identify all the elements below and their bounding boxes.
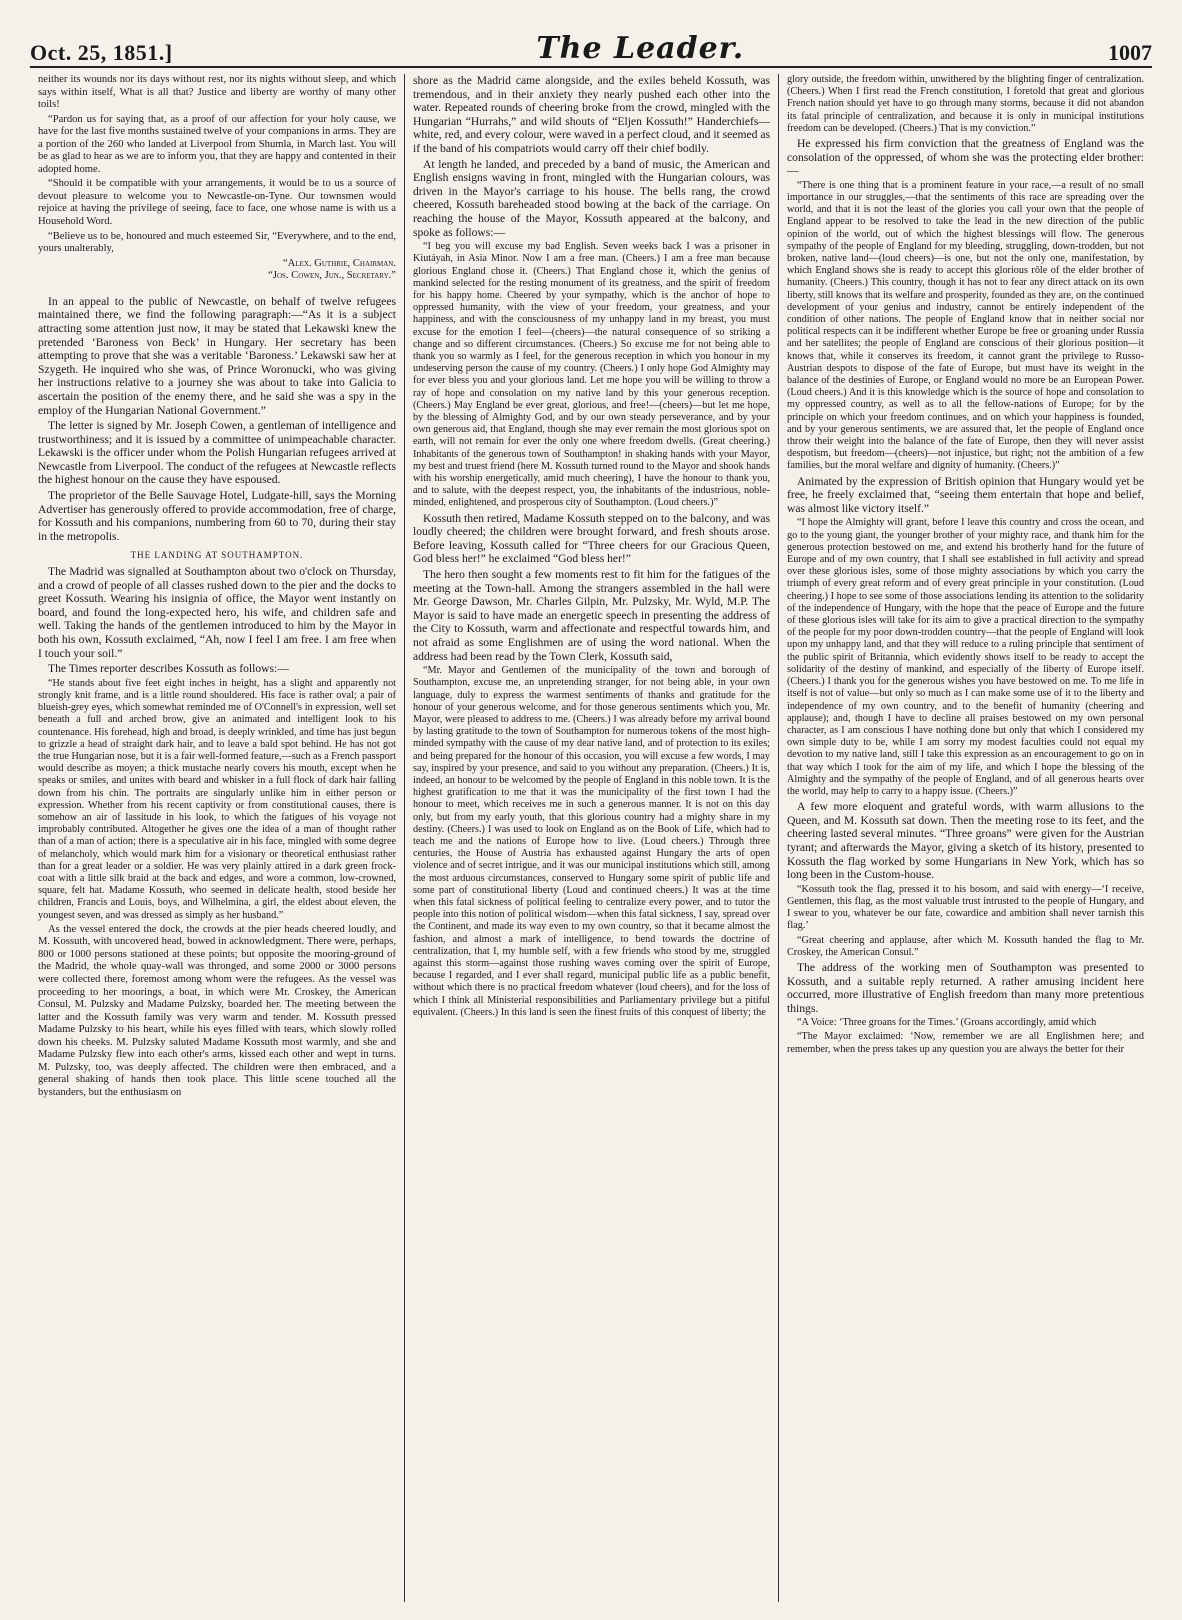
paragraph: “He stands about five feet eight inches in height, has a slight and apparently not strongly knit frame, and is a little round shouldered. His face is rather oval; a pair of blueish-grey eyes, which somewhat reminded me of O'Connell's in expression, well set beneath a full and arched brow, give an animated and intelligent look to his countenance. His forehead, high and broad, is deeply wrinkled, and time has just begun to grizzle a head of straight dark hair, and to leave a bald spot behind. He has not got the true Hungarian nose, but it is a fair well-formed feature,—such as a French passport would describe as moyen; a thick mustache nearly covers his mouth, except when he speaks or smiles, and unites with beard and whisker in a full flock of dark hair falling down from his chin. The portraits are singularly unlike him in either person or expression. Whether from his recent captivity or from constitutional causes, there is somehow an air of lassitude in his look, to which the fatigues of his voyage not improbably contributed. Altogether he gives one the idea of a man of thought rather than of a man of action; there is a speculative air in his face, mingled with some degree of melancholy, which would mark him for a visionary or theoretical enthusiast rather than for a great leader or a soldier. He was very plainly attired in a dark green frock-coat with a little silk braid at the back and edges, and wore a common, low-crowned, square, felt hat. Madame Kossuth, who seemed in delicate health, stood beside her children, Francis and Louis, boys, and Wilhelmina, a girl, the eldest about eleven, the youngest seven, and was dressed as simply as her husband.” — [38, 677, 396, 921]
newspaper-title: The Leader. — [536, 31, 745, 66]
paragraph: The address of the working men of Southampton was presented to Kossuth, and a suitable reply returned. A rather amusing incident here occurred, more illustrative of English freedom than many more pretentious things. — [787, 960, 1144, 1015]
issue-date: Oct. 25, 1851.] — [30, 40, 173, 65]
column-middle — [404, 74, 778, 1602]
paragraph: “A Voice: ‘Three groans for the Times.’ (Groans accordingly, amid which — [797, 1017, 1097, 1029]
paragraph: He expressed his firm conviction that the greatness of England was the consolation of the oppressed, of whom she was the protecting elder brother:— — [787, 137, 1144, 178]
masthead — [30, 26, 1152, 68]
paragraph: “There is one thing that is a prominent feature in your race,—a result of no small importance in our struggles,—that the sentiments of this race are spreading over the world, and that it is not the least of the glories you call your own that the people of England appear to be resolved to take the lead in the new direction of the public opinion of the world, out of which the highest blessings will flow. The generous sympathy of the people of England for my bleeding, struggling, down-trodden, but not broken, native land—(loud cheers)—is one, but not the only one, manifestation, by which England shows she is ready to accept this glorious rôle of the elder brother of humanity. (Cheers.) This country, though it has not to fear any direct attack on its own liberty, still knows that its welfare and prosperity, founded as they are, on the continued development of your genius and industry, cannot be entirely independent of the condition of other nations. The people of England know that in neither social nor political respects can it be indifferent whether Europe be free or groaning under Russia and her satellites; the people of England are conscious of their glorious position—it knows that, while it conserves its freedom, it cannot grant the privilege to Russo-Austrian despots to dispose of the fate of Europe, but must have its weight in the balance of the destinies of Europe, or England would no more be an European Power. (Loud cheers.) And it is this knowledge which is the source of hope and consolation to my oppressed country, as well as to all the fellow-nations of Europe; for by the principle on which your freedom continues, and on which your happiness is founded, and by your generous sentiments, we are assured that, let the people of England once throw their weight into the balance of the fate of Europe, then they will never assist despotism, but freedom—(cheers)—not injustice, but right; not the ambition of a few families, but the moral welfare and dignity of humanity. (Cheers.)” — [787, 179, 1144, 472]
paragraph: shore as the Madrid came alongside, and the exiles beheld Kossuth, was tremendous, and in their anxiety they nearly pushed each other into the water. Repeated rounds of cheering broke from the crowd, mingled with the Hungarian “Hurrahs,” and wild shouts of “Eljen Kossuth!” Handerchiefs—white, red, and every colour, were waved in a perfect cloud, and it seemed as if the band of his compatriots would carry off their chief bodily. — [413, 74, 770, 155]
paragraph: glory outside, the freedom within, unwithered by the blighting finger of centralization. (Cheers.) When I first read the French constitution, I foretold that great and glorious French nation should yet have to go through many storms, because it did not abandon its fatal principle of centralization, and because it is only in municipal institutions freedom can be developed. (Cheers.) That is my conviction.” — [787, 74, 1144, 134]
paragraph: “Great cheering and applause, after which M. Kossuth handed the flag to Mr. Croskey, the American Consul.” — [787, 934, 1144, 958]
paragraph: “The Mayor exclaimed: ‘Now, remember we are all Englishmen here; and remember, when the press takes up any question you are always the better for their — [787, 1031, 1144, 1055]
signature-chairman: “Alex. Guthrie, Chairman. — [282, 257, 396, 269]
paragraph: The letter is signed by Mr. Joseph Cowen, a gentleman of intelligence and trustworthiness; and it is issued by a committee of unimpeachable character. Lekawski is the officer under whom the Polish Hungarian refugees arrived at Newcastle from Liverpool. The conduct of the refugees at Newcastle reflects the highest honour on the cause they have espoused. — [38, 419, 396, 487]
paragraph: At length he landed, and preceded by a band of music, the American and English ensigns waving in front, mingled with the Hungarian colours, was driven in the Mayor's carriage to his house. The bells rang, the crowd cheered, Kossuth bareheaded stood bowing at the back of the carriage. On reaching the house of the Mayor, Kossuth appeared at the balcony, and spoke as follows:— — [413, 157, 770, 239]
section-subheading: THE LANDING AT SOUTHAMPTON. — [130, 550, 304, 561]
paragraph: “Mr. Mayor and Gentlemen of the municipality of the town and borough of Southampton, excuse me, an unpretending stranger, for not being able, in your own language, duly to express the warmest sentiments of thanks and gratitude for the honour of your generous welcome, and for those generous sentiments which you, Mr. Mayor, were pleased to address to me. (Cheers.) I was already before my arrival bound by lasting gratitude to the town of Southampton for numerous tokens of the most high-minded sympathy with the cause of my dear native land, and of protection to its exiles; and being prepared for the honour of this occasion, you will excuse a few words, I may say, inspired by your presence, and said to you without any preparation. (Cheers.) It is, indeed, an honour to be welcomed by the people of England in this noble town. It is the highest gratification to me that it was the municipality of the first town I had the honour to meet, which receives me in such a generous manner. It is not on this day only, but from my early youth, that this glorious country had a mighty share in my destiny. (Cheers.) I was used to look on England as on the Book of Life, which had to teach me and the nations of Europe how to live. (Loud cheers.) Through three centuries, the House of Austria has exhausted against Hungary the arts of open violence and of secret intrigue, and it was our municipal institutions which still, among the most arduous circumstances, conserved to Hungary some spirit of public life and some part of constitutional liberty (Loud and continued cheers.) It was at the time when this fatal sickness of political feeling to centralize every power, and to tutor the people into this notion of political wisdom—when this fatal sickness, I say, spread over the Continent, and made its way even to my own country, so that it became almost the fashion, and almost a mark of intelligence, to bend towards the doctrine of centralization, that I, my humble self, with a few friends who stood by me, struggled against this storm—against those rushing waves coming over the spirit of Europe, because I regarded, and I ever shall regard, municipal public life as a public benefit, without which there is no practical freedom whatever (loud cheers), and for the loss of which I think all Ministerial responsibilities and Parliamentary privilege but a pitiful equivalent. (Cheers.) In this land is seen the finest fruits of this conquest of liberty; the — [413, 665, 770, 1018]
page-number: 1007 — [1107, 40, 1152, 65]
paragraph: Animated by the expression of British opinion that Hungary would yet be free, he freely exclaimed that, “seeing them entertain that hope and belief, was almost like victory itself.” — [787, 474, 1144, 515]
article-columns — [30, 74, 1152, 1602]
paragraph: A few more eloquent and grateful words, with warm allusions to the Queen, and M. Kossuth sat down. Then the meeting rose to its feet, and the cheering lasted several minutes. “Three groans” were given for the Austrian tyrant; and afterwards the Mayor, giving a sketch of its history, presented to Kossuth the flag worked by some Hungarians in New York, which has so long been in the Custom-house. — [787, 800, 1144, 882]
paragraph: neither its wounds nor its days without rest, nor its nights without sleep, and which says within itself, What is all that? Justice and liberty are worthy of many other toils! — [38, 74, 396, 111]
signature-secretary: “Jos. Cowen, Jun., Secretary.” — [268, 270, 396, 282]
paragraph: In an appeal to the public of Newcastle, on behalf of twelve refugees maintained there, we find the following paragraph:—“As it is a subject attracting some attention just now, it may be stated that Lekawski knew the pretended ‘Baroness von Beck’ in Hungary. Her secretary has been attempting to prove that she was a veritable ‘Baroness.’ Lekawski saw her at Szygeth. He inquired who she was, of Prince Woronucki, who was giving her instructions relative to a journey she was about to take into Galicia to ascertain the position of the enemy there, and he said she was a spy in the employ of the Hungarian National Government.” — [38, 294, 396, 417]
paragraph: The Madrid was signalled at Southampton about two o'clock on Thursday, and a crowd of people of all classes rushed down to the pier and the docks to greet Kossuth. Wearing his insignia of office, the Mayor went instantly on board, and found the long-expected hero, his wife, and children safe and well. Taking the hands of the gentlemen introduced to him by the Mayor in both his own, Kossuth exclaimed, “Ah, now I feel I am free. I am free when I touch your soil.” — [38, 564, 396, 660]
paragraph: The hero then sought a few moments rest to fit him for the fatigues of the meeting at the Town-hall. Among the strangers assembled in the hall were Mr. George Dawson, Mr. Charles Gilpin, Mr. Pulzsky, Mr. Wyld, M.P. The Mayor is said to have made an energetic speech in presenting the address of the City to Kossuth, warm and affectionate and respectful towards him, and not afraid as some Englishmen are of using the word national. When the address had been read by the Town Clerk, Kossuth said, — [413, 567, 770, 663]
column-right — [778, 74, 1152, 1602]
paragraph: “Believe us to be, honoured and much esteemed Sir, “Everywhere, and to the end, yours unalterably, — [38, 230, 396, 255]
paragraph: “I hope the Almighty will grant, before I leave this country and cross the ocean, and go to the young giant, the younger brother of your mighty race, and thank him for the generous protection bestowed on me, and extend his brotherly hand for the future of Europe and of my own country, that I shall see established in full activity and spread over these glorious isles, some of those mighty associations by which you carry the triumph of every great reform and of every great principle in your constitution. (Loud cheering.) I hope to see some of those associations lending its attention to the solidarity of the independence of Hungary, with the hope that the peace of Europe and the future of these glorious isles will take for its aim to give a practical direction to the sympathy of the people for my poor down-trodden country—that the people of England will look upon my unhappy land, and that they will reduce to a ruling principle that sentiment of the public spirit of Britannia, which evidently shows itself to be ready to accept the solidarity of the destiny of mankind, and especially of the liberty of Europe itself. (Cheers.) I thank you for the generous wishes you have bestowed on me. To me life in itself is not of value—but only so much as I can make some use of it to the liberty and independence of my own country, and to the benefit of humanity (cheering and applause); and, though I have to decline all praises bestowed on my own personal character, as I am conscious I have nothing done but only that which I considered my own simple duty to be, while I am sorry my modest faculties could not equal my devotion to my native land, still I take this expression as an encouragement to go on in that way which I took for the aim of my life, and which I hope the blessing of the Almighty and the sympathy of the people of England, and of all generous hearts over the world, may help to carry to a happy issue. (Cheers.)” — [787, 517, 1144, 797]
paragraph: Kossuth then retired, Madame Kossuth stepped on to the balcony, and was loudly cheered; the children were brought forward, and fresh shouts arose. Before leaving, Kossuth called for “Three cheers for our Gracious Queen, God bless her!” he exclaimed “God bless her!” — [413, 511, 770, 566]
column-left — [30, 74, 404, 1602]
paragraph: As the vessel entered the dock, the crowds at the pier heads cheered loudly, and M. Kossuth, with uncovered head, bowed in acknowledgment. There were, perhaps, 800 or 1000 persons stationed at these points; but opposite the mooring-ground of the Madrid, the whole quay-wall was thronged, and some 2000 or 3000 persons were collected there, foremost among whom were the refugees. As the vessel was proceeding to her moorings, a boat, in which were Mr. Croskey, the American Consul, M. Pulzsky and Madame Pulzsky, boarded her. The meeting between the latter and the Kossuth family was very warm and tender. M. Kossuth pressed Madame Pulzsky to his heart, while his eyes filled with tears, which slowly rolled down his cheeks. M. Pulzsky saluted Madame Kossuth most warmly, and she and Madame Pulzsky flew into each other's arms, kissed each other and wept in turns. M. Pulzsky, too, was deeply affected. The children were then embraced, and a general shaking of hands then took place. This little scene touched all the bystanders, but the enthusiasm on — [38, 923, 396, 1098]
paragraph: “I beg you will excuse my bad English. Seven weeks back I was a prisoner in Kiutáyah, in Asia Minor. Now I am a free man. (Cheers.) I am a free man because glorious England chose it. (Cheers.) That England chose it, which the genius of mankind selected for the resting monument of its greatness, and the spirit of freedom for his happy home. Cheered by your sympathy, which is the anchor of hope to oppressed humanity, with the view of your freedom, your greatness, and your happiness, and with the consciousness of my unhappy land in my breast, you must excuse for the emotion I feel—(cheers)—the natural consequence of so striking a change and so different circumstances. (Cheers.) So excuse me for not being able to thank you so warmly as I feel, for the generous reception in which you honour in my undeserving person the cause of my country. (Cheers.) I only hope God Almighty may for ever bless you and your glorious land. Let me hope you will be willing to throw a ray of hope and consolation on my native land by this your generous reception. (Cheers.) May England be ever great, glorious, and free!—(cheers)—but let me hope, by the blessing of Almighty God, and by our own steady perseverance, and by your own generous aid, that England, though she may ever remain the most glorious spot on earth, will not remain for ever the only one where freedom dwells. (Great cheering.) Inhabitants of the generous town of Southampton! in shaking hands with your Mayor, my best and truest friend (here M. Kossuth turned round to the Mayor and shook hands with his worship energetically, amid much cheering), I have the honour to thank you, and to salute, with the deepest respect, you, the inhabitants of the industrious, noble-minded, enlightened, and prosperous city of Southampton. (Loud cheers.)” — [413, 241, 770, 509]
paragraph: The proprietor of the Belle Sauvage Hotel, Ludgate-hill, says the Morning Advertiser has generously offered to provide accommodation, free of charge, for Kossuth and his companions, numbering from 60 to 70, during their stay in the metropolis. — [38, 489, 396, 543]
paragraph: “Should it be compatible with your arrangements, it would be to us a source of devout pleasure to welcome you to Newcastle-on-Tyne. Our townsmen would rejoice at having the privilege of seeing, face to face, one whose name is with us a Household Word. — [38, 178, 396, 228]
paragraph: The Times reporter describes Kossuth as follows:— — [48, 662, 289, 676]
paragraph: “Pardon us for saying that, as a proof of our affection for your holy cause, we have for the last five months sustained twelve of your companions in arms. They are a portion of the 260 who landed at Liverpool from Shumla, in March last. You will be as glad to hear as we are to inform you, that they are happy and contented in their adopted home. — [38, 113, 396, 175]
paragraph: “Kossuth took the flag, pressed it to his bosom, and said with energy—‘I receive, Gentlemen, this flag, as the most valuable trust intrusted to the people of Hungary, and I swear to you, whatever be our fate, cowardice and ambition shall never tarnish this flag.’ — [787, 883, 1144, 932]
